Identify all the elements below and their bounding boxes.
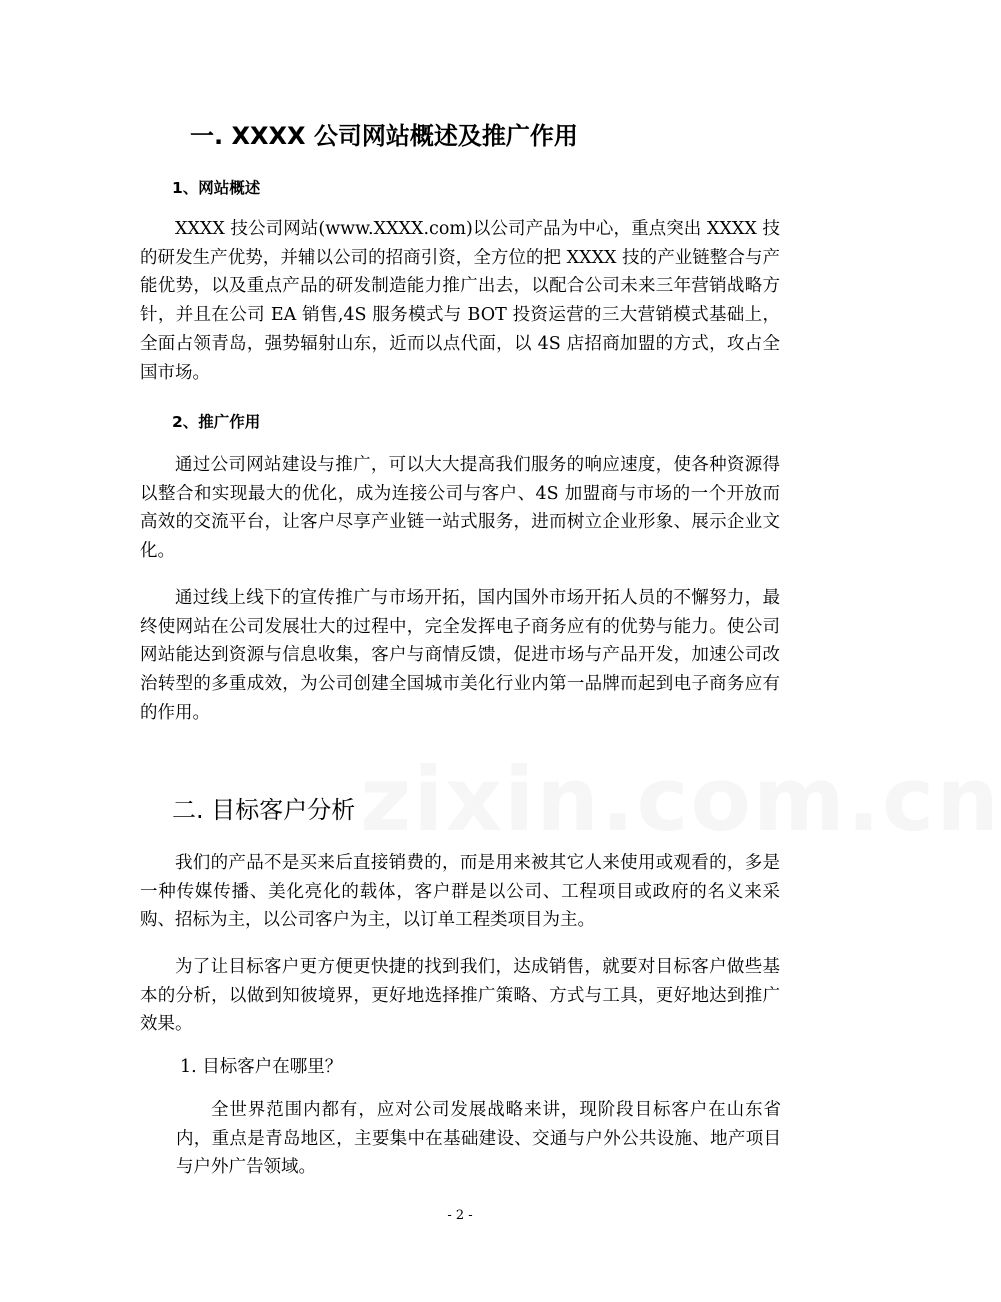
section-2-paragraph-1: 我们的产品不是买来后直接销费的，而是用来被其它人来使用或观看的，多是一种传媒传播、美化亮化的载体，客户群是以公司、工程项目或政府的名义来采购、招标为主，以公司客户为主，以订单工程类项目为主。 <box>140 853 780 931</box>
section-2-title: 二. 目标客户分析 <box>172 796 356 824</box>
section-2-paragraph-2: 为了让目标客户更方便更快捷的找到我们，达成销售，就要对目标客户做些基本的分析，以做到知彼境界，更好地选择推广策略、方式与工具，更好地达到推广效果。 <box>140 957 780 1035</box>
page-number: - 2 - <box>447 1208 473 1223</box>
subsection-1-heading: 1、网站概述 <box>172 179 261 197</box>
subsection-2-paragraph-1: 通过公司网站建设与推广，可以大大提高我们服务的响应速度，使各种资源得以整合和实现最大的优化，成为连接公司与客户、4S 加盟商与市场的一个开放而高效的交流平台，让客户尽享产业链一站式服务，进而树立企业形象、展示企业文化。 <box>140 455 780 562</box>
subsection-2-heading: 2、推广作用 <box>172 413 261 431</box>
section-1-title: 一. XXXX 公司网站概述及推广作用 <box>190 122 578 150</box>
subsection-1-paragraph: XXXX 技公司网站(www.XXXX.com)以公司产品为中心，重点突出 XXXX 技的研发生产优势，并辅以公司的招商引资，全方位的把 XXXX 技的产业链整合与产能优势，以及重点产品的研发制造能力推广出去，以配合公司未来三年营销战略方针，并且在公司 EA 销售,4S 服务模式与 BOT 投资运营的三大营销模式基础上，全面占领青岛，强势辐射山东，近而以点代面，以 4S 店招商加盟的方式，攻占全国市场。 <box>140 219 780 383</box>
watermark: zixin.com.cn <box>360 748 1001 851</box>
list-item-target-location: 1. 目标客户在哪里？ <box>180 1057 343 1077</box>
subsection-2-paragraph-2: 通过线上线下的宣传推广与市场开拓，国内国外市场开拓人员的不懈努力，最终使网站在公司发展壮大的过程中，完全发挥电子商务应有的优势与能力。使公司网站能达到资源与信息收集，客户与商情反馈，促进市场与产品开发，加速公司改治转型的多重成效，为公司创建全国城市美化行业内第一品牌而起到电子商务应有的作用。 <box>140 588 780 723</box>
list-item-target-location-paragraph: 全世界范围内都有，应对公司发展战略来讲，现阶段目标客户在山东省内，重点是青岛地区，主要集中在基础建设、交通与户外公共设施、地产项目与户外广告领域。 <box>176 1100 781 1178</box>
